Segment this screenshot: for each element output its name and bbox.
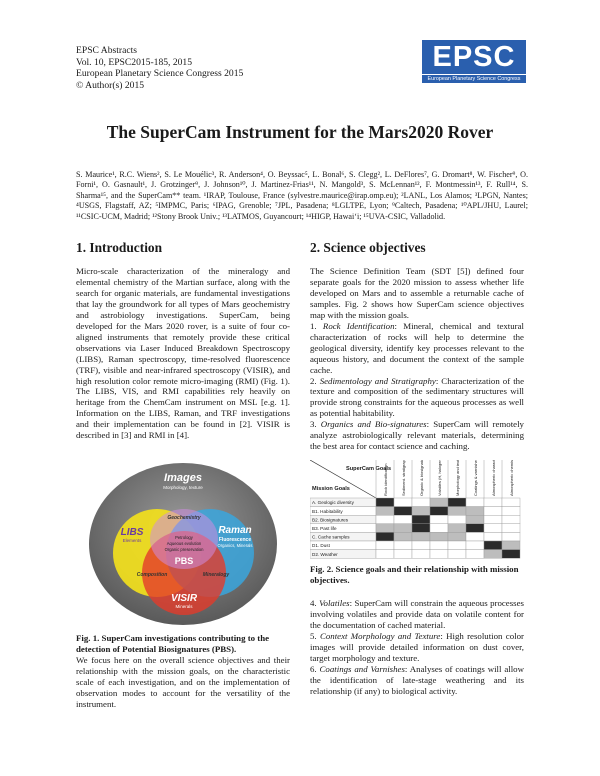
venn-libs-sub: Elements	[122, 538, 142, 544]
matrix-cell	[466, 524, 484, 533]
objective-4	[310, 598, 524, 631]
venn-visir-sub: Minerals	[175, 604, 193, 610]
objective-1	[310, 321, 524, 376]
objective-3-number: 3.	[310, 419, 317, 430]
matrix-row-label: D2. Weather	[312, 552, 338, 558]
matrix-cell	[466, 541, 484, 550]
objective-3	[310, 419, 524, 452]
objective-6-lead: Coatings and Varnishes	[319, 663, 405, 674]
matrix-cell	[448, 515, 466, 524]
venn-images-label: Images	[164, 472, 202, 485]
venn-mineralogy: Mineralogy	[202, 572, 230, 579]
matrix-cell	[394, 498, 412, 507]
header-journal: EPSC Abstracts	[76, 45, 138, 56]
matrix-cells	[310, 460, 520, 558]
matrix-cell	[376, 541, 394, 550]
matrix-row-label: B1. Habitability	[312, 509, 343, 515]
matrix-cell	[466, 550, 484, 559]
matrix-cell	[430, 515, 448, 524]
venn-images-sub: Morphology, texture	[163, 485, 203, 491]
matrix-cell	[376, 515, 394, 524]
objective-6-number: 6.	[310, 663, 317, 674]
matrix-cell	[448, 541, 466, 550]
figure-2-caption: Fig. 2. Science goals and their relationship with mission objectives.	[310, 564, 519, 586]
matrix-cell	[394, 524, 412, 533]
matrix-cell	[412, 533, 430, 542]
matrix-cell	[430, 541, 448, 550]
venn-center-2: Aqueous evolution	[166, 541, 202, 547]
matrix-cell	[502, 533, 520, 542]
matrix-cell	[412, 507, 430, 516]
matrix-cell	[430, 498, 448, 507]
venn-raman-label: Raman	[218, 525, 252, 537]
header-congress: European Planetary Science Congress 2015	[76, 68, 244, 80]
matrix-cell	[484, 524, 502, 533]
objective-5-lead: Context Morphology and Texture	[319, 630, 441, 641]
logo-subtext: European Planetary Science Congress	[422, 74, 526, 83]
objective-3-lead: Organics and Bio-signatures	[320, 419, 427, 430]
venn-center-1: Petrology	[175, 535, 193, 541]
matrix-cell	[448, 507, 466, 516]
objective-3-text: : SuperCam will remotely analyze astrobiologically relevant materials, determining the best area for contact science and caching.	[310, 419, 524, 452]
matrix-column-label: Atmospheric characterization	[491, 460, 496, 497]
matrix-cell	[412, 498, 430, 507]
objective-2	[310, 376, 524, 420]
matrix-cell	[376, 498, 394, 507]
matrix-cell	[484, 533, 502, 542]
intro-heading: 1. Introduction	[76, 240, 163, 255]
objective-2-lead: Sedimentology and Stratigraphy	[319, 375, 436, 386]
matrix-cell	[430, 550, 448, 559]
objective-1-text: : Mineral, chemical and textural characterization of rocks will help to determine the geological diversity, identify key processes relevant to the aqueous history, and document the context of the sample cache.	[310, 320, 524, 375]
matrix-cell	[430, 533, 448, 542]
matrix-row-label: B3. Past life	[312, 526, 337, 532]
figure-1	[88, 461, 278, 627]
matrix-corner-top: SuperCam Goals	[346, 466, 392, 473]
matrix-cell	[376, 533, 394, 542]
matrix-cell	[430, 507, 448, 516]
left-column	[76, 240, 290, 710]
matrix-column-label: Rock identification	[383, 463, 388, 497]
matrix-column-label: Sediment. stratigraphy	[401, 460, 406, 497]
matrix-row-label: D1. Dust	[312, 543, 330, 549]
right-column	[310, 240, 524, 697]
matrix-cell	[484, 507, 502, 516]
matrix-corner-bottom: Mission Goals	[312, 486, 350, 493]
matrix-cell	[484, 515, 502, 524]
matrix-cell	[376, 550, 394, 559]
goals-matrix	[310, 460, 524, 560]
matrix-cell	[466, 507, 484, 516]
venn-geochemistry: Geochemistry	[167, 515, 201, 522]
matrix-column-label: Volatiles (H, halogens)	[437, 460, 442, 497]
header-copyright: © Author(s) 2015	[76, 79, 145, 91]
matrix-column-label: Organic & biosignature	[419, 460, 424, 497]
header-volume: Vol. 10, EPSC2015-185, 2015	[76, 56, 193, 68]
matrix-cell	[448, 524, 466, 533]
objective-5-number: 5.	[310, 630, 317, 641]
logo-text: EPSC	[422, 40, 526, 74]
matrix-cell	[376, 524, 394, 533]
matrix-cell	[430, 524, 448, 533]
matrix-cell	[466, 533, 484, 542]
figure-1-caption: Fig. 1. SuperCam investigations contributing to the detection of Potential Biosignatures (PBS).	[76, 633, 270, 655]
objective-4-text: : SuperCam will constrain the aqueous processes involving volatiles and provide data on volatile content for the documentation of cached material.	[310, 598, 524, 631]
objective-6	[310, 664, 524, 697]
venn-visir-label: VISIR	[170, 593, 198, 605]
matrix-cell	[394, 550, 412, 559]
venn-center-3: Organic preservation	[164, 547, 204, 553]
matrix-cell	[502, 524, 520, 533]
matrix-cell	[394, 541, 412, 550]
matrix-cell	[502, 498, 520, 507]
intro-paragraph-2: We focus here on the overall science objectives and their relationship with the mission goals, on the characteristic scale of each investigation, and on the implementation of observation modes to account for the versatility of the instrument.	[76, 655, 290, 709]
matrix-column-label: Morphology and texture	[455, 460, 460, 497]
intro-paragraph: Micro-scale characterization of the mineralogy and elemental chemistry of the Martian surface, along with the search for organic materials, are fundamental investigations that lay the groundwork for all types of Mars geochemistry and astrobiology investigations. SuperCam, being developed for the Mars 2020 rover, is a suite of four co-aligned instruments that remotely provide these critical observations via Laser Induced Breakdown Spectroscopy (LIBS), Raman spectroscopy, time-resolved fluorescence (TRF), visible and near-infrared spectroscopy (VISIR), and high resolution color remote micro-imaging (RMI) (Fig. 1). The LIBS, VIS, and RMI capabilities rely heavily on heritage from the ChemCam instrument on MSL [e.g. 1]. Information on the LIBS, Raman, and TRF investigations and their implementation can be found in [2]. VISIR is described in [3] and RMI in [4].	[76, 266, 290, 441]
spacer	[310, 586, 524, 598]
matrix-row-label: B2. Biosignatures	[312, 517, 349, 523]
matrix-cell	[448, 498, 466, 507]
objective-1-lead: Rock Identification	[322, 320, 395, 331]
objective-6-text: : Analyses of coatings will allow the identification of late-stage weathering and its relationship (if any) to biological activity.	[310, 663, 524, 696]
science-intro-paragraph: The Science Definition Team (SDT [5]) defined four separate goals for the 2020 mission to assess whether life developed on Mars and to assemble a returnable cache of samples. Fig. 2 shows how SuperCam science objectives map with the mission goals.	[310, 266, 524, 320]
matrix-cell	[412, 515, 430, 524]
paper-title: The SuperCam Instrument for the Mars2020 Rover	[106, 122, 494, 142]
venn-diagram	[88, 461, 278, 627]
figure-2	[310, 460, 524, 560]
matrix-cell	[412, 541, 430, 550]
venn-composition: Composition	[136, 572, 168, 579]
publication-header	[76, 45, 243, 91]
science-heading: 2. Science objectives	[310, 240, 426, 255]
matrix-cell	[484, 550, 502, 559]
epsc-logo	[422, 40, 526, 84]
venn-pbs: PBS	[174, 556, 194, 567]
venn-libs-label: LIBS	[120, 527, 144, 539]
matrix-cell	[394, 515, 412, 524]
matrix-row-label: C. Cache samples	[312, 534, 350, 540]
matrix-cell	[502, 550, 520, 559]
objective-5	[310, 631, 524, 664]
matrix-cell	[412, 524, 430, 533]
matrix-cell	[466, 498, 484, 507]
matrix-column-label: Atmospheric chemistry/volatiles	[509, 460, 514, 497]
matrix-cell	[412, 550, 430, 559]
objective-2-text: : Characterization of the texture and composition of the sedimentary structures will provide strong constraints for the aqueous processes as well as potential habitability.	[310, 375, 524, 419]
matrix-cell	[394, 507, 412, 516]
matrix-cell	[376, 507, 394, 516]
matrix-cell	[394, 533, 412, 542]
matrix-cell	[502, 541, 520, 550]
objective-4-lead: Volatiles	[319, 598, 350, 609]
matrix-column-label: Coatings & varnishes	[473, 460, 478, 497]
matrix-cell	[448, 533, 466, 542]
matrix-cell	[466, 515, 484, 524]
matrix-cell	[484, 498, 502, 507]
venn-raman-sub2: Organics, Minerals	[217, 543, 253, 549]
matrix-cell	[484, 541, 502, 550]
objective-2-number: 2.	[310, 375, 317, 386]
venn-raman-sub: Fluorescence	[218, 537, 252, 544]
matrix-cell	[502, 515, 520, 524]
matrix-cell	[448, 550, 466, 559]
author-list: S. Maurice¹, R.C. Wiens², S. Le Mouélic³, R. Anderson⁴, O. Beyssac⁵, L. Bonal⁶, S. Clegg², L. DeFlores⁷, G. Dromart⁸, W. Fischer⁹, O. Forni¹, O. Gasnault¹, J. Grotzinger⁹, J. Johnson¹⁰, J. Martinez-Frias¹¹, N. Mangold³, S. McLennan¹², F. Montmessin¹³, F. Rull¹⁴, S. Sharma¹⁵, and the SuperCam** team. ¹IRAP, Toulouse, France (sylvestre.maurice@irap.omp.eu); ²LANL, Los Alamos; ³LPGN, Nantes; ⁴USGS, Flagstaff, AZ; ⁵IMPMC, Paris; ⁶IPAG, Grenoble; ⁷JPL, Pasadena; ⁸LGLTPE, Lyon; ⁹Caltech, Pasadena; ¹⁰APL/JHU, Laurel; ¹¹CSIC-UCM, Madrid; ¹²Stony Brook Univ.; ¹³LATMOS, Guyancourt; ¹⁴HIGP, Hawaiʻi; ¹⁵UVA-CSIC, Valladolid.	[76, 170, 528, 221]
matrix-row-label: A. Geologic diversity	[312, 500, 354, 506]
matrix-cell	[502, 507, 520, 516]
objective-4-number: 4.	[310, 598, 317, 609]
objective-5-text: : High resolution color images will provide detailed information on dust cover, target morphology and texture.	[310, 630, 524, 663]
objective-1-number: 1.	[310, 320, 317, 331]
